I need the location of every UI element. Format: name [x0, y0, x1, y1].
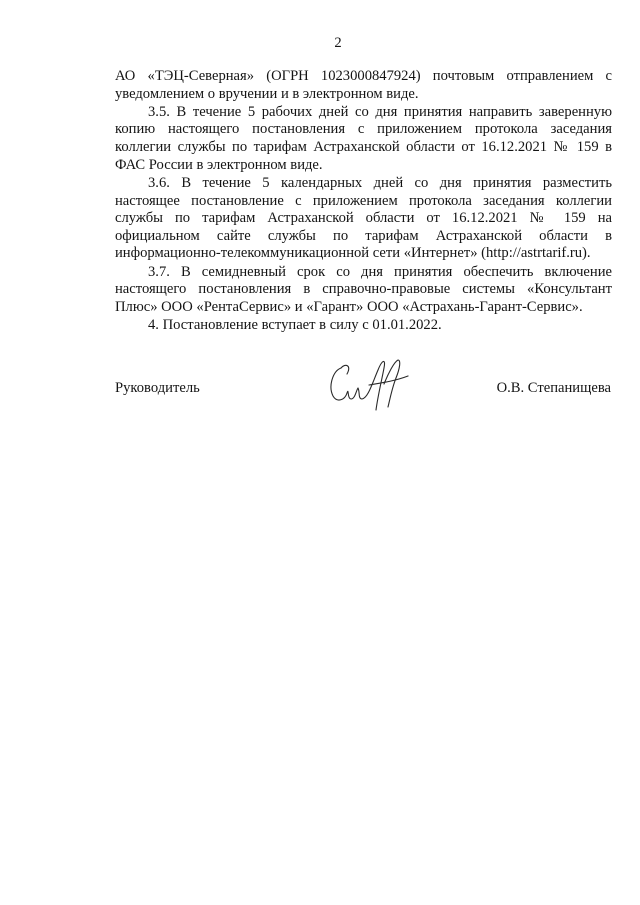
text-line: 3.6. В течение 5 календарных дней со дня принятия разместить	[148, 174, 612, 191]
paragraph-3-7	[115, 264, 612, 317]
paragraph-3-6	[115, 175, 612, 263]
signatory-name: О.В. Степанищева	[496, 380, 611, 396]
text-line: копию настоящего постановления с приложением протокола заседания	[115, 121, 612, 138]
text-line: информационно-телекоммуникационной сети «Интернет» (http://astrtarif.ru).	[115, 245, 591, 262]
text-line: коллегии службы по тарифам Астраханской области от 16.12.2021 № 159 в	[115, 139, 612, 156]
text-line: настоящее постановление с приложением протокола заседания коллегии	[115, 192, 612, 209]
paragraph-3-5	[115, 104, 612, 174]
text-line: 4. Постановление вступает в силу с 01.01.2022.	[148, 317, 442, 334]
handwritten-signature	[325, 354, 415, 416]
text-line: настоящего постановления в справочно-правовые системы «Консультант	[115, 281, 612, 298]
paragraph-continuation	[115, 68, 612, 103]
text-line: 3.7. В семидневный срок со дня принятия обеспечить включение	[148, 263, 612, 280]
text-line: 3.5. В течение 5 рабочих дней со дня принятия направить заверенную	[148, 103, 612, 120]
signatory-position: Руководитель	[115, 380, 200, 396]
text-line: АО «ТЭЦ-Северная» (ОГРН 1023000847924) почтовым отправлением с	[115, 68, 612, 84]
text-line: официальном сайте службы по тарифам Астраханской области в	[115, 227, 612, 244]
text-line: ФАС России в электронном виде.	[115, 156, 323, 173]
text-line: уведомлением о вручении и в электронном виде.	[115, 85, 419, 102]
text-line: Плюс» ООО «РентаСервис» и «Гарант» ООО «Астрахань-Гарант-Сервис».	[115, 298, 583, 315]
paragraph-4	[115, 317, 612, 335]
document-body	[115, 68, 612, 335]
text-line: службы по тарифам Астраханской области от 16.12.2021 № 159 на	[115, 210, 612, 227]
page-number: 2	[334, 35, 342, 51]
